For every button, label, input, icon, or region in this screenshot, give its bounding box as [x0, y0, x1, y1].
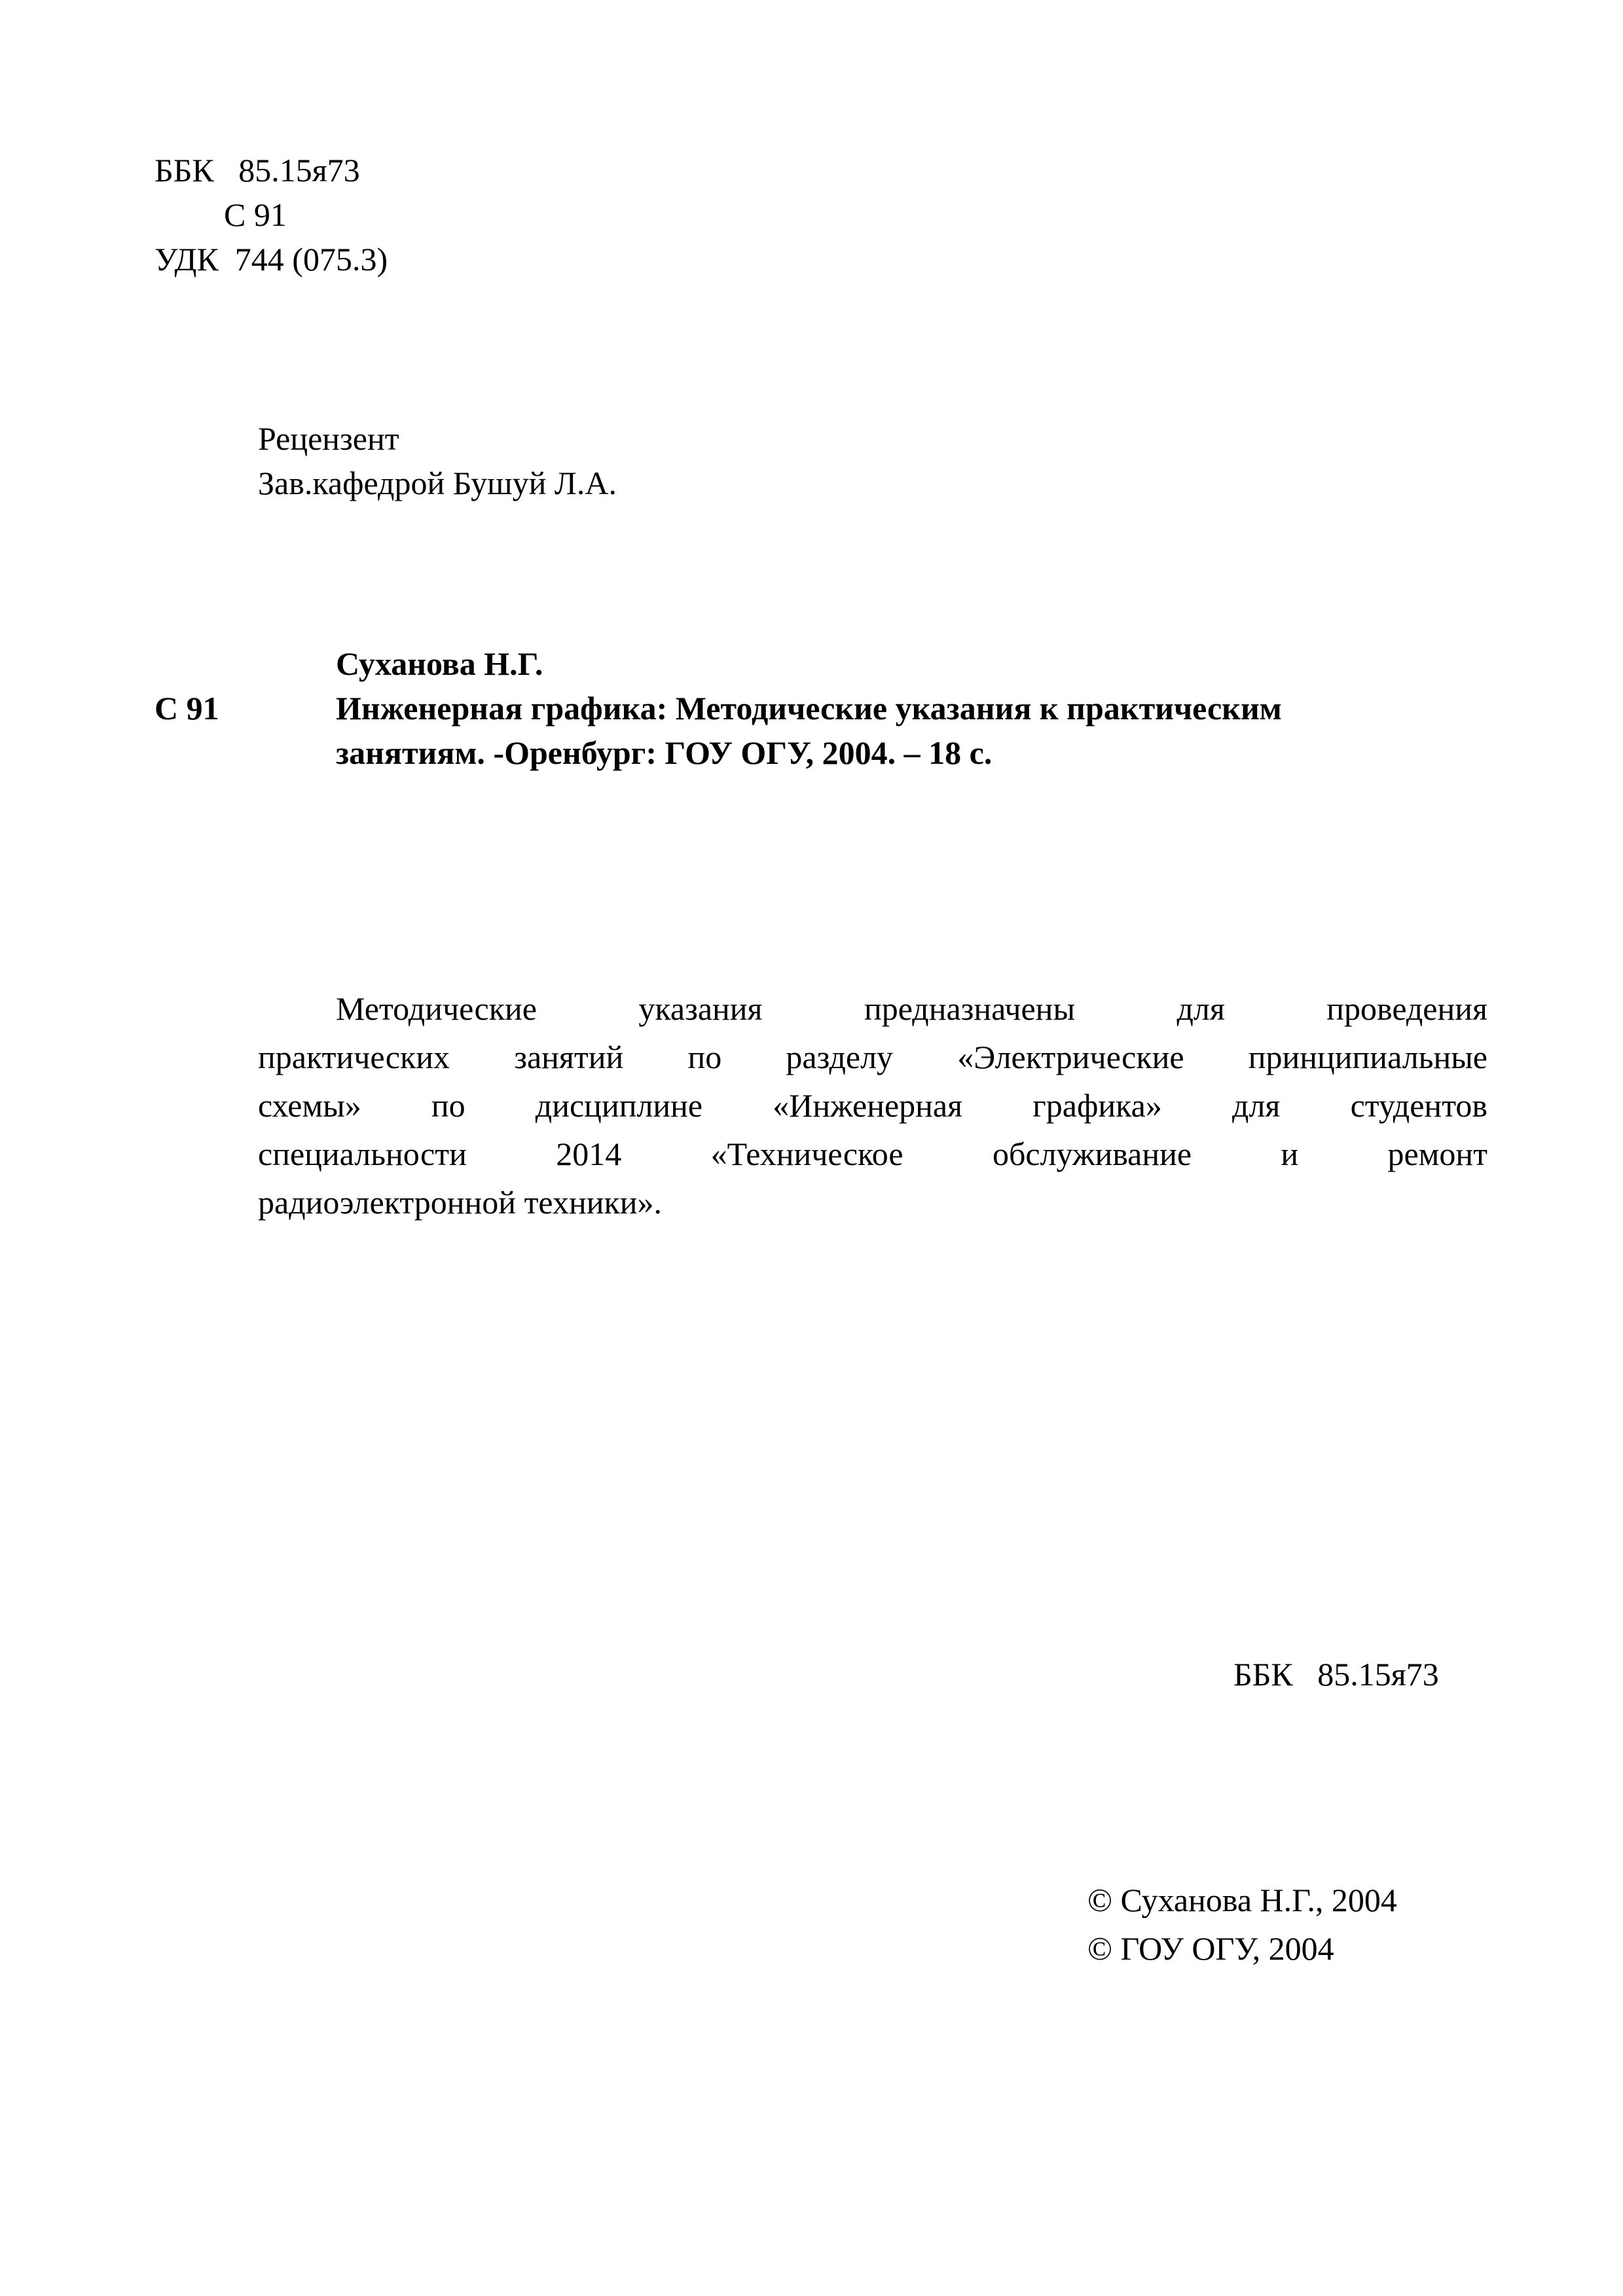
- citation-author: Суханова Н.Г.: [336, 645, 543, 682]
- annotation-line: специальности 2014 «Техническое обслуживание и ремонт: [258, 1136, 1487, 1172]
- bbk-footer-block: [1233, 1652, 1439, 1696]
- classification-block: [155, 148, 388, 281]
- reviewer-block: [258, 416, 617, 505]
- annotation-paragraph: [258, 984, 1487, 1227]
- citation-code: С 91: [155, 690, 219, 726]
- copyright-block: [1087, 1876, 1397, 1973]
- copyright-line-author: © Суханова Н.Г., 2004: [1087, 1882, 1397, 1918]
- citation-title-line-2: занятиям. -Оренбург: ГОУ ОГУ, 2004. – 18 с.: [336, 734, 993, 771]
- bbk-code-line: ББК 85.15я73: [155, 152, 360, 188]
- citation-text: [336, 641, 1497, 775]
- annotation-line: радиоэлектронной техники».: [258, 1184, 663, 1221]
- annotation-line: Методические указания предназначены для проведения: [336, 990, 1487, 1027]
- reviewer-label: Рецензент: [258, 420, 399, 457]
- citation-block: [155, 641, 1497, 775]
- citation-title-line-1: Инженерная графика: Методические указания к практическим: [336, 690, 1282, 726]
- copyright-line-publisher: © ГОУ ОГУ, 2004: [1087, 1930, 1334, 1967]
- bbk-footer-code: ББК 85.15я73: [1233, 1656, 1439, 1693]
- book-code-line: С 91: [224, 196, 287, 233]
- annotation-line: практических занятий по разделу «Электрические принципиальные: [258, 1039, 1487, 1075]
- annotation-line: схемы» по дисциплине «Инженерная графика» для студентов: [258, 1087, 1487, 1124]
- reviewer-name: Зав.кафедрой Бушуй Л.А.: [258, 465, 617, 501]
- udk-code-line: УДК 744 (075.3): [155, 241, 388, 278]
